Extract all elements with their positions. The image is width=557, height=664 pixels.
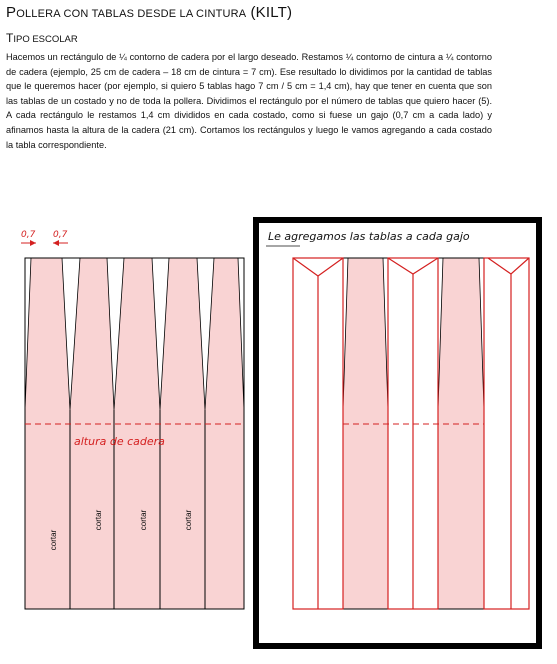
cut-label-4: cortar (184, 509, 193, 531)
page-title: POLLERA CON TABLAS DESDE LA CINTURA (KILT) (6, 4, 293, 21)
measure-left-label: 0,7 (21, 230, 36, 240)
cut-label-2: cortar (94, 509, 103, 531)
instructions-paragraph: Hacemos un rectángulo de ¼ contorno de cadera por el largo deseado. Restamos ¼ contorno de cintura a ¼ contorno de cadera (ejemplo, 25 cm de cadera – 18 cm de cintura = 7 cm). Ese resultado lo dividimos por la cantidad de tablas que le queremos hacer (por ejemplo, si quiero 5 tablas hago 7 cm / 5 cm = 1,4 cm), hay que tener en cuenta que son las tablas de un costado y no de toda la pollera. Dividimos el rectángulo por el número de tablas que quiero hacer (5). A cada rectángulo le restamos 1,4 cm divididos en cada costado, como si fuese un gajo (0,7 cm a cada lado) y afinamos hasta la altura de la cadera (21 cm). Cortamos los rectángulos y luego le vamos agregando a cada costado la tabla correspondiente. (6, 52, 492, 150)
section-subtitle: TIPO ESCOLAR (6, 31, 78, 45)
measure-marks (21, 240, 68, 246)
right-frame (256, 220, 539, 646)
measure-right-label: 0,7 (53, 230, 68, 240)
left-pattern-diagram (21, 230, 244, 609)
hip-label: altura de cadera (74, 435, 165, 448)
right-pattern-diagram (256, 220, 539, 646)
cut-label-3: cortar (139, 509, 148, 531)
cut-label-1: cortar (49, 529, 58, 551)
right-caption: Le agregamos las tablas a cada gajo (268, 230, 470, 243)
